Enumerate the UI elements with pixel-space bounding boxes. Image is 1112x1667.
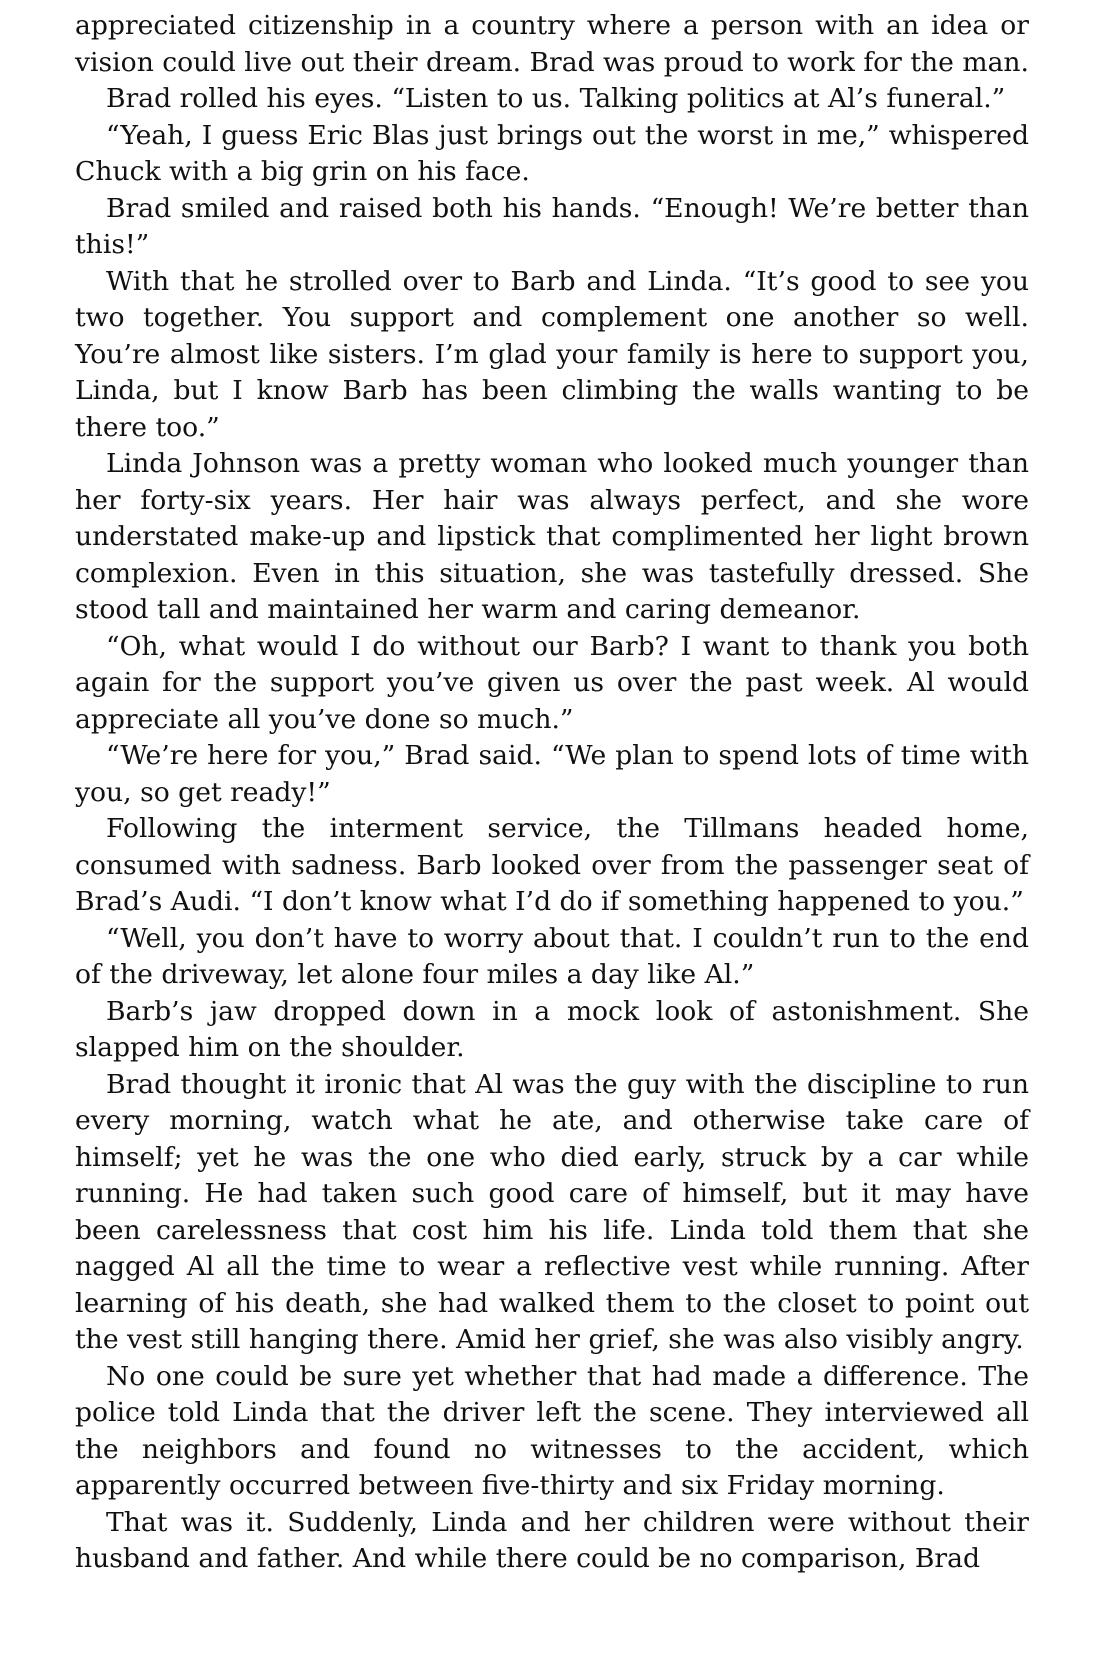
paragraph: “Yeah, I guess Eric Blas just brings out the worst in me,” whispered Chuck with a big grin on his face. [75,119,1029,187]
paragraph: Linda Johnson was a pretty woman who looked much younger than her forty-six years. Her hair was always perfect, and she wore understated make-up and lipstick that complimented her light brown complexion. Even in this situation, she was tastefully dressed. She stood tall and maintained her warm and caring demeanor. [75,448,1029,625]
paragraph: With that he strolled over to Barb and Linda. “It’s good to see you two together. You support and complement one another so well. You’re almost like sisters. I’m glad your family is here to support you, Linda, but I know Barb has been climbing the walls wanting to be there too.” [75,265,1029,443]
paragraph: Brad smiled and raised both his hands. “Enough! We’re better than this!” [75,192,1029,260]
paragraph: “We’re here for you,” Brad said. “We plan to spend lots of time with you, so get ready!” [75,740,1029,808]
paragraph-continued: appreciated citizenship in a country where a person with an idea or vision could live out their dream. Brad was proud to work for the man. [75,10,1030,78]
paragraph: No one could be sure yet whether that had made a difference. The police told Linda that the driver left the scene. They interviewed all the neighbors and found no witnesses to the accident, which apparently occurred between five-thirty and six Friday morning. [75,1360,1029,1501]
paragraph: That was it. Suddenly, Linda and her children were without their husband and father. And while there could be no comparison, Brad [75,1506,1029,1574]
paragraph: Brad thought it ironic that Al was the guy with the discipline to run every morning, watch what he ate, and otherwise take care of himself; yet he was the one who died early, struck by a car while running. He had taken such good care of himself, but it may have been carelessness that cost him his life. Linda told them that she nagged Al all the time to wear a reflective vest while running. After learning of his death, she had walked them to the closet to point out the vest still hanging there. Amid her grief, she was also visibly angry. [75,1068,1029,1355]
paragraph: Following the interment service, the Tillmans headed home, consumed with sadness. Barb looked over from the passenger seat of Brad’s Audi. “I don’t know what I’d do if something happened to you.” [75,813,1029,917]
paragraph: Barb’s jaw dropped down in a mock look of astonishment. She slapped him on the shoulder. [75,995,1029,1063]
book-page-text [75,8,1029,1578]
paragraph: “Well, you don’t have to worry about that. I couldn’t run to the end of the driveway, let alone four miles a day like Al.” [75,922,1029,990]
paragraph: “Oh, what would I do without our Barb? I want to thank you both again for the support you’ve given us over the past week. Al would appreciate all you’ve done so much.” [75,630,1029,735]
paragraph: Brad rolled his eyes. “Listen to us. Talking politics at Al’s funeral.” [106,83,1006,114]
